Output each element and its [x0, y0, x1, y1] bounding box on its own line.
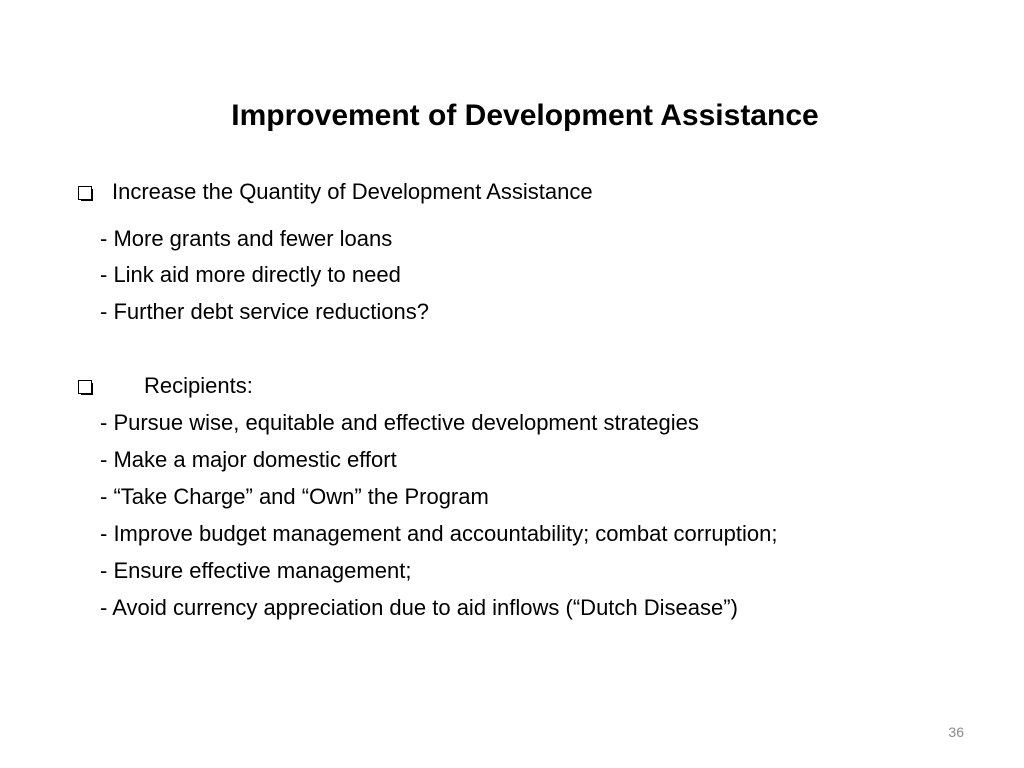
- checkbox-bullet-icon: [78, 186, 92, 200]
- list-item: - Pursue wise, equitable and effective development strategies: [100, 410, 699, 435]
- list-item: - Improve budget management and accountability; combat corruption;: [100, 521, 778, 546]
- list-item: - Link aid more directly to need: [100, 262, 401, 287]
- section-heading-recipients: [78, 372, 253, 400]
- section-heading-quantity: [78, 178, 593, 206]
- list-item: - Make a major domestic effort: [100, 447, 397, 472]
- section-heading-label: Recipients:: [144, 373, 253, 398]
- section-heading-label: Increase the Quantity of Development Assistance: [112, 179, 593, 204]
- list-item: - Ensure effective management;: [100, 558, 412, 583]
- checkbox-bullet-icon: [78, 380, 92, 394]
- list-item: - Further debt service reductions?: [100, 299, 429, 324]
- list-item: - “Take Charge” and “Own” the Program: [100, 484, 489, 509]
- page-number: 36: [948, 724, 964, 740]
- list-item: - More grants and fewer loans: [100, 226, 393, 251]
- slide-title: Improvement of Development Assistance: [231, 99, 819, 132]
- list-item: - Avoid currency appreciation due to aid inflows (“Dutch Disease”): [100, 595, 738, 620]
